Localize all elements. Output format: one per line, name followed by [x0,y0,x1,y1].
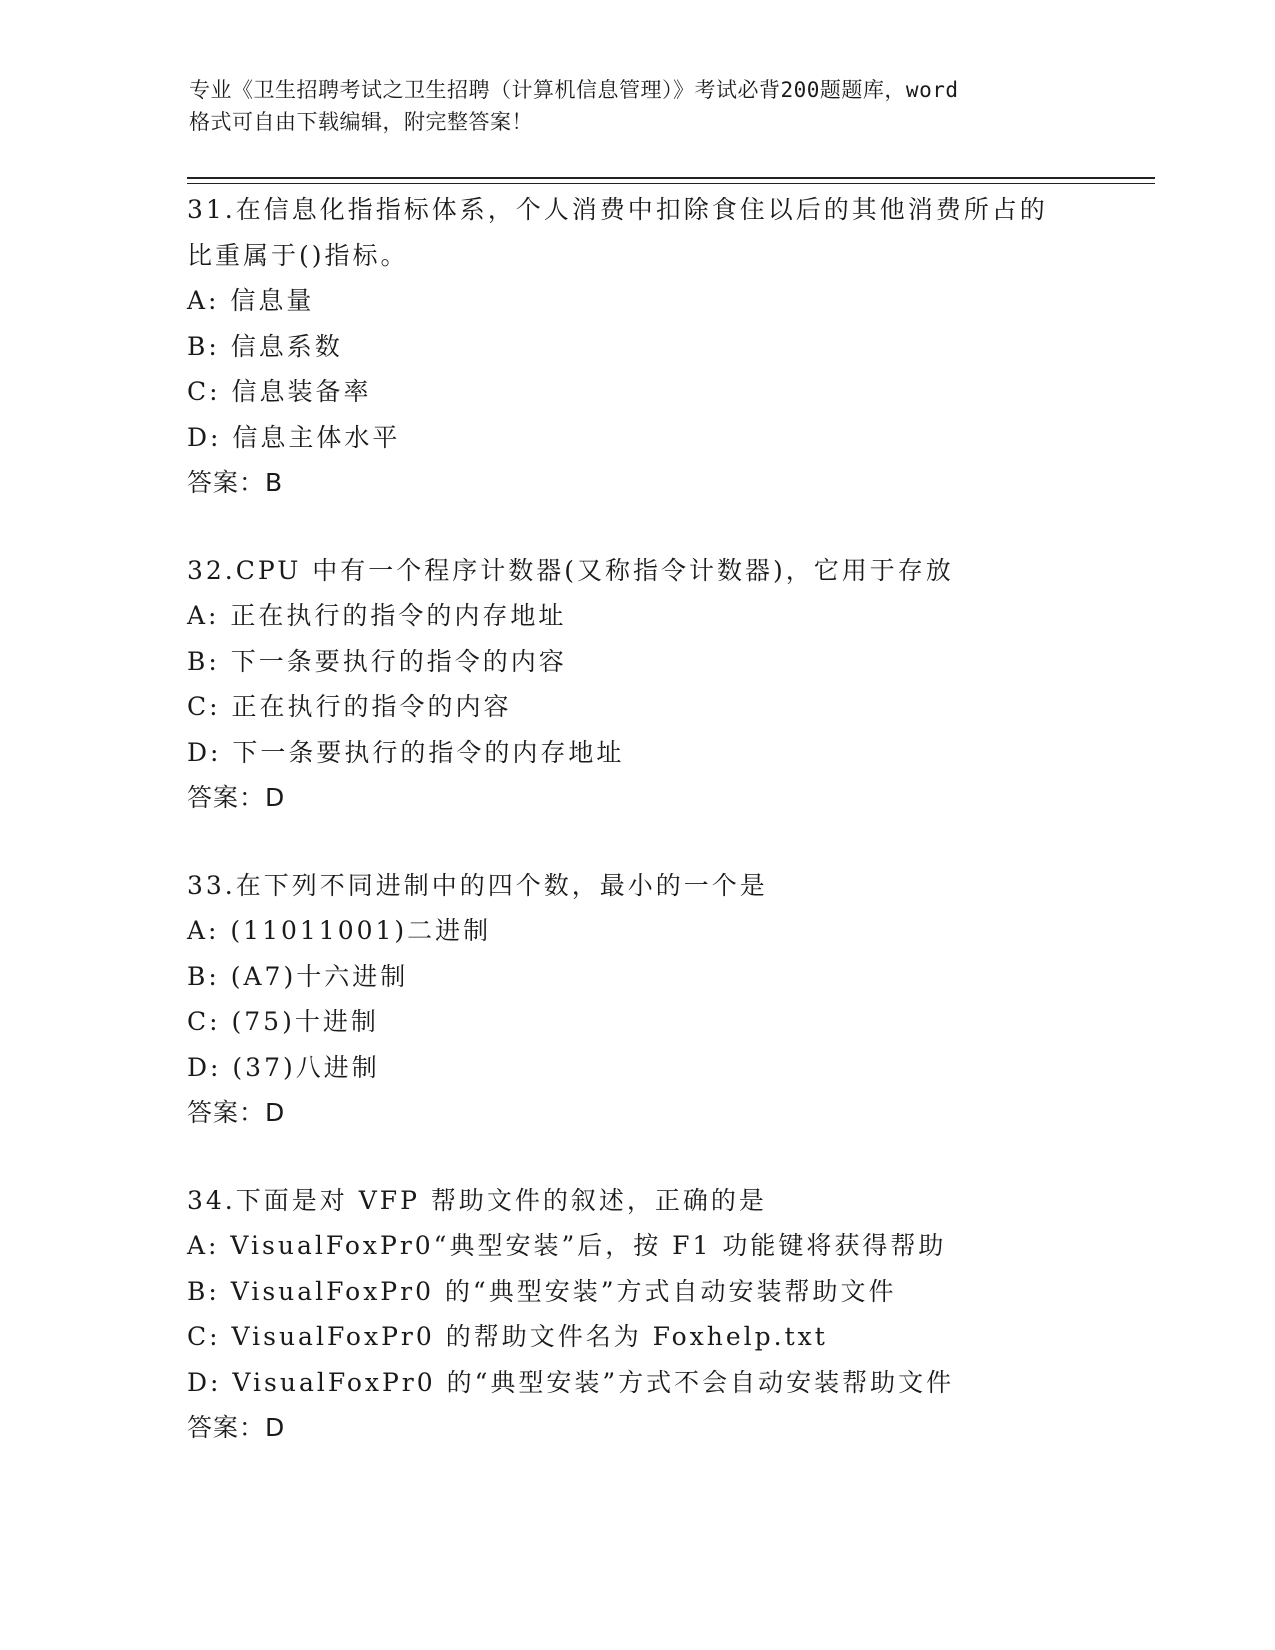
option-d: D: 信息主体水平 [187,422,401,452]
question-stem: 34.下面是对 VFP 帮助文件的叙述，正确的是 [187,1185,767,1215]
answer: 答案：B [187,468,284,497]
option-d: D: (37)八进制 [187,1052,380,1082]
document-header [189,74,1089,138]
option-a: A: 正在执行的指令的内存地址 [187,601,567,630]
header-divider-thin [187,183,1155,184]
option-a: A: (11011001)二进制 [187,916,492,945]
question-stem: 比重属于()指标。 [187,240,409,270]
question-list [187,187,1087,1493]
option-c: C: 信息装备率 [187,377,372,406]
option-d: D: VisualFoxPr0 的“典型安装”方式不会自动安装帮助文件 [187,1367,955,1397]
question-33 [187,863,1087,1136]
header-line-2: 格式可自由下载编辑，附完整答案！ [189,110,533,134]
answer: 答案：D [187,1413,286,1442]
option-b: B: 下一条要执行的指令的内容 [187,646,567,676]
header-divider-thick [187,177,1155,179]
option-c: C: VisualFoxPr0 的帮助文件名为 Foxhelp.txt [187,1322,828,1351]
option-d: D: 下一条要执行的指令的内存地址 [187,737,625,767]
option-b: B: 信息系数 [187,331,343,361]
option-b: B: (A7)十六进制 [187,961,409,991]
answer: 答案：D [187,1098,286,1127]
answer: 答案：D [187,783,286,812]
question-stem: 31.在信息化指指标体系，个人消费中扣除食住以后的其他消费所占的 [187,195,1048,224]
question-34 [187,1178,1087,1451]
option-b: B: VisualFoxPr0 的“典型安装”方式自动安装帮助文件 [187,1276,897,1306]
question-stem: 32.CPU 中有一个程序计数器(又称指令计数器)，它用于存放 [187,555,954,585]
header-line-1: 专业《卫生招聘考试之卫生招聘（计算机信息管理）》考试必背200题题库，word [189,78,959,102]
question-stem: 33.在下列不同进制中的四个数，最小的一个是 [187,870,768,900]
option-a: A: 信息量 [187,286,315,315]
option-c: C: (75)十进制 [187,1007,379,1036]
question-32 [187,548,1087,821]
question-31 [187,187,1087,506]
option-a: A: VisualFoxPr0“典型安装”后，按 F1 功能键将获得帮助 [187,1231,947,1260]
option-c: C: 正在执行的指令的内容 [187,692,512,721]
